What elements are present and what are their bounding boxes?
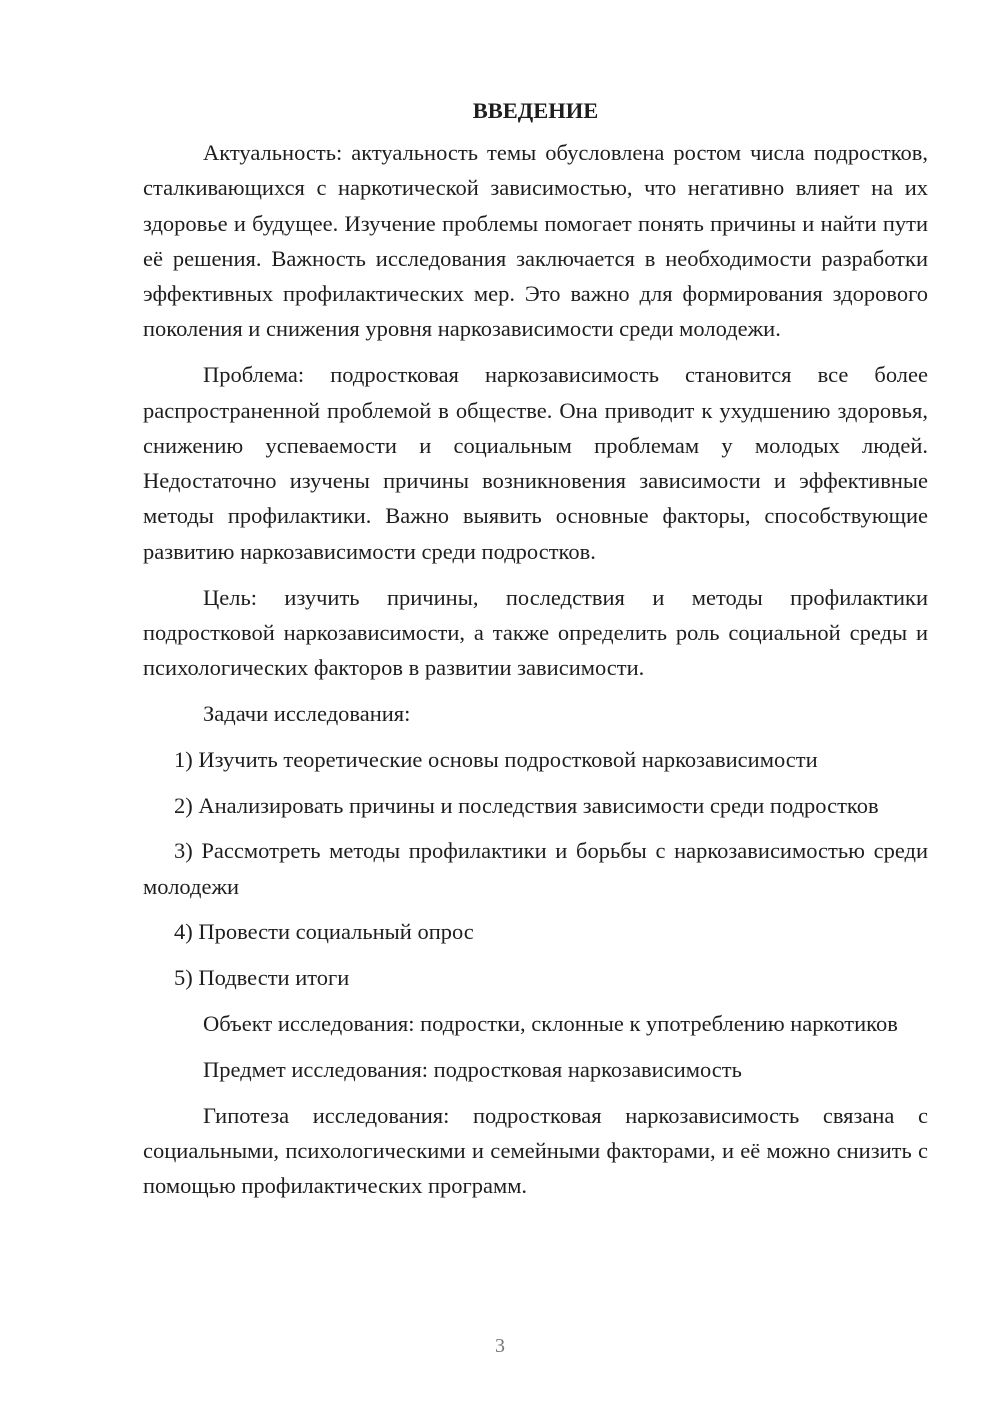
page-number: 3 — [495, 1335, 505, 1357]
hypothesis-paragraph: Гипотеза исследования: подростковая наркозависимость связана с социальными, психологическими и семейными факторами, и её можно снизить с помощью профилактических программ. — [143, 1102, 928, 1199]
task-item-1: 1) Изучить теоретические основы подростковой наркозависимости — [174, 746, 818, 772]
task-item-4: 4) Провести социальный опрос — [174, 919, 474, 945]
section-title: ВВЕДЕНИЕ — [472, 98, 599, 123]
subject-paragraph: Предмет исследования: подростковая наркозависимость — [203, 1056, 742, 1082]
object-paragraph: Объект исследования: подростки, склонные к употреблению наркотиков — [203, 1011, 898, 1037]
tasks-heading: Задачи исследования: — [203, 700, 411, 726]
relevance-paragraph: Актуальность: актуальность темы обусловлена ростом числа подростков, сталкивающихся с наркотической зависимостью, что негативно влияет на их здоровье и будущее. Изучение проблемы помогает понять причины и найти пути её решения. Важность исследования заключается в необходимости разработки эффективных профилактических мер. Это важно для формирования здорового поколения и снижения уровня наркозависимости среди молодежи. — [143, 140, 928, 342]
task-item-5: 5) Подвести итоги — [174, 965, 350, 991]
tasks-list — [143, 742, 928, 996]
task-item-2: 2) Анализировать причины и последствия зависимости среди подростков — [174, 792, 879, 818]
problem-paragraph: Проблема: подростковая наркозависимость становится все более распространенной проблемой в обществе. Она приводит к ухудшению здоровья, снижению успеваемости и социальным проблемам у молодых людей. Недостаточно изучены причины возникновения зависимости и эффективные методы профилактики. Важно выявить основные факторы, способствующие развитию наркозависимости среди подростков. — [143, 362, 928, 564]
goal-paragraph: Цель: изучить причины, последствия и методы профилактики подростковой наркозависимости, а также определить роль социальной среды и психологических факторов в развитии зависимости. — [143, 584, 928, 681]
page-body — [143, 94, 928, 1214]
task-item-3: 3) Рассмотреть методы профилактики и борьбы с наркозависимостью среди молодежи — [143, 838, 928, 899]
